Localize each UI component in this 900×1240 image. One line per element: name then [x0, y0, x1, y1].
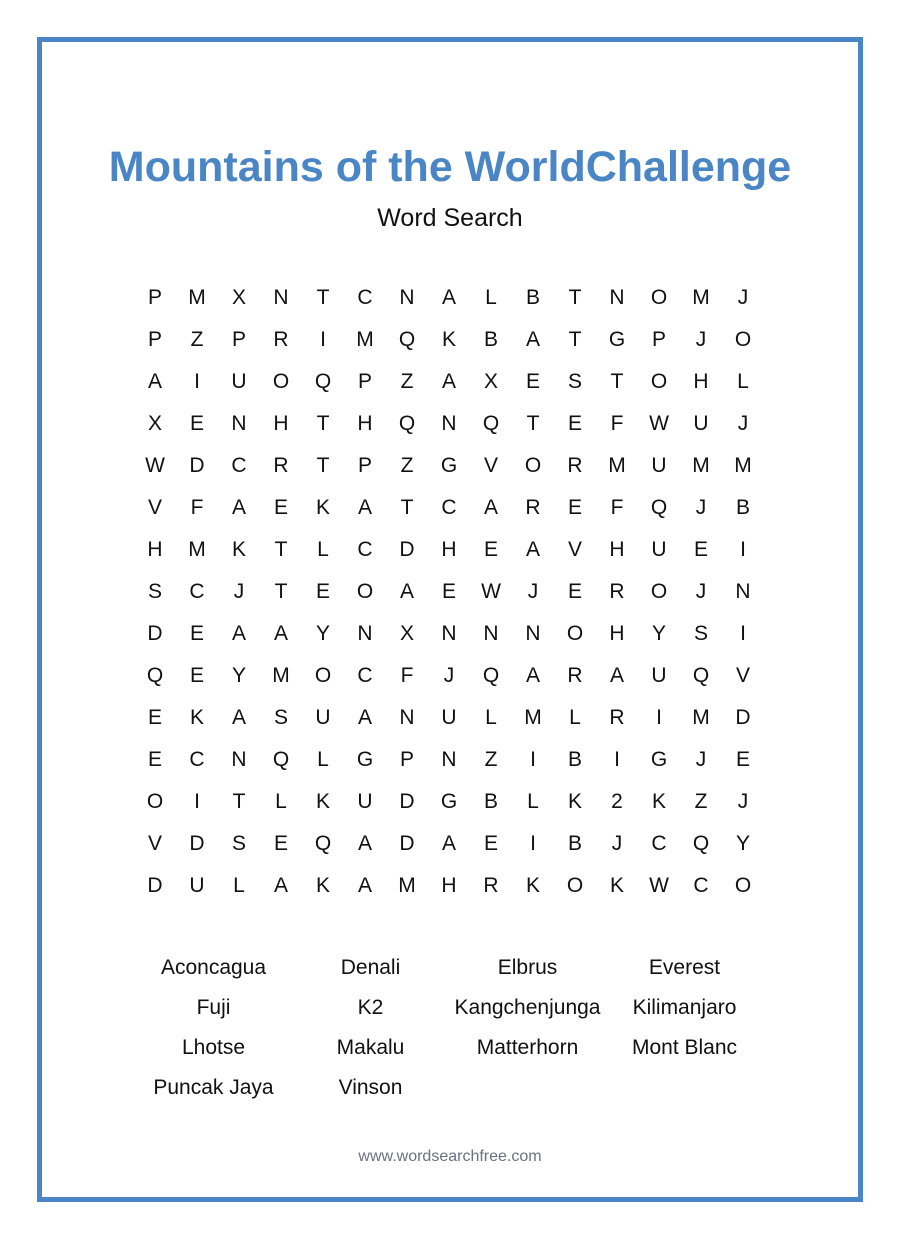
grid-cell[interactable]: A	[525, 538, 540, 561]
grid-cell[interactable]: S	[147, 580, 162, 603]
grid-cell[interactable]: L	[233, 874, 245, 897]
grid-cell[interactable]: U	[651, 538, 667, 561]
grid-cell[interactable]: E	[567, 496, 582, 519]
grid-cell[interactable]: Q	[692, 664, 710, 687]
grid-cell[interactable]: P	[357, 370, 372, 393]
grid-cell[interactable]: F	[190, 496, 204, 519]
grid-cell[interactable]: S	[231, 832, 246, 855]
grid-cell[interactable]: A	[441, 286, 456, 309]
grid-cell[interactable]: O	[734, 328, 752, 351]
grid-cell[interactable]: X	[483, 370, 498, 393]
grid-cell[interactable]: N	[399, 706, 415, 729]
grid-cell[interactable]: O	[524, 454, 542, 477]
grid-cell[interactable]: H	[693, 370, 709, 393]
grid-cell[interactable]: P	[651, 328, 666, 351]
grid-cell[interactable]: R	[567, 664, 583, 687]
grid-cell[interactable]: D	[399, 790, 415, 813]
word-list-item: Vinson	[338, 1076, 403, 1099]
grid-cell[interactable]: A	[399, 580, 414, 603]
footer-url[interactable]: www.wordsearchfree.com	[358, 1148, 542, 1165]
grid-cell[interactable]: H	[609, 538, 625, 561]
grid-cell[interactable]: K	[231, 538, 246, 561]
grid-cell[interactable]: C	[441, 496, 457, 519]
grid-cell[interactable]: R	[273, 454, 289, 477]
grid-cell[interactable]: B	[525, 286, 540, 309]
grid-cell[interactable]: K	[315, 874, 330, 897]
grid-cell[interactable]: R	[525, 496, 541, 519]
grid-cell[interactable]: D	[399, 538, 415, 561]
grid-cell[interactable]: E	[315, 580, 330, 603]
grid-cell[interactable]: X	[231, 286, 246, 309]
grid-cell[interactable]: T	[526, 412, 540, 435]
grid-cell[interactable]: T	[316, 286, 330, 309]
grid-cell[interactable]: A	[483, 496, 498, 519]
grid-cell[interactable]: D	[735, 706, 751, 729]
grid-cell[interactable]: G	[608, 328, 626, 351]
grid-cell[interactable]: K	[525, 874, 540, 897]
grid-cell[interactable]: U	[315, 706, 331, 729]
grid-cell[interactable]: M	[734, 454, 752, 477]
grid-cell[interactable]: N	[609, 286, 625, 309]
grid-cell[interactable]: F	[610, 412, 624, 435]
grid-cell[interactable]: J	[737, 412, 749, 435]
grid-cell[interactable]: E	[189, 622, 204, 645]
grid-cell[interactable]: E	[189, 664, 204, 687]
grid-cell[interactable]: M	[188, 538, 206, 561]
word-list-item: Puncak Jaya	[153, 1076, 274, 1099]
grid-cell[interactable]: C	[651, 832, 667, 855]
grid-cell[interactable]: C	[693, 874, 709, 897]
grid-cell[interactable]: A	[525, 664, 540, 687]
grid-cell[interactable]: C	[189, 748, 205, 771]
grid-cell[interactable]: J	[695, 496, 707, 519]
grid-cell[interactable]: I	[320, 328, 326, 351]
grid-cell[interactable]: A	[609, 664, 624, 687]
grid-cell[interactable]: K	[315, 496, 330, 519]
grid-cell[interactable]: W	[145, 454, 165, 477]
grid-cell[interactable]: G	[440, 454, 458, 477]
grid-cell[interactable]: L	[275, 790, 287, 813]
grid-cell[interactable]: D	[147, 874, 163, 897]
grid-cell[interactable]: P	[231, 328, 246, 351]
grid-cell[interactable]: F	[610, 496, 624, 519]
grid-cell[interactable]: N	[483, 622, 499, 645]
grid-cell[interactable]: G	[650, 748, 668, 771]
grid-cell[interactable]: B	[483, 328, 498, 351]
word-list-item: Lhotse	[181, 1036, 246, 1059]
grid-cell[interactable]: Y	[315, 622, 330, 645]
grid-cell[interactable]: Z	[400, 370, 414, 393]
grid-cell[interactable]: T	[400, 496, 414, 519]
grid-cell[interactable]: Q	[398, 328, 416, 351]
grid-cell[interactable]: T	[568, 286, 582, 309]
grid-cell[interactable]: W	[649, 874, 669, 897]
grid-cell[interactable]: W	[481, 580, 501, 603]
grid-cell[interactable]: D	[189, 832, 205, 855]
grid-cell[interactable]: A	[147, 370, 162, 393]
grid-cell[interactable]: M	[524, 706, 542, 729]
grid-cell[interactable]: M	[356, 328, 374, 351]
grid-cell[interactable]: V	[147, 496, 162, 519]
grid-cell[interactable]: O	[566, 622, 584, 645]
grid-cell[interactable]: Y	[231, 664, 246, 687]
grid-cell[interactable]: I	[614, 748, 620, 771]
grid-cell[interactable]: R	[273, 328, 289, 351]
grid-cell[interactable]: P	[357, 454, 372, 477]
grid-cell[interactable]: N	[735, 580, 751, 603]
grid-cell[interactable]: O	[734, 874, 752, 897]
grid-cell[interactable]: U	[441, 706, 457, 729]
grid-cell[interactable]: A	[231, 706, 246, 729]
grid-cell[interactable]: O	[566, 874, 584, 897]
grid-cell[interactable]: Y	[651, 622, 666, 645]
grid-cell[interactable]: P	[147, 286, 162, 309]
grid-cell[interactable]: M	[692, 286, 710, 309]
grid-cell[interactable]: J	[443, 664, 455, 687]
grid-cell[interactable]: E	[147, 706, 162, 729]
grid-cell[interactable]: Q	[398, 412, 416, 435]
grid-cell[interactable]: H	[441, 538, 457, 561]
grid-cell[interactable]: J	[611, 832, 623, 855]
word-list-item: Kangchenjunga	[454, 996, 601, 1019]
grid-cell[interactable]: V	[483, 454, 498, 477]
grid-cell[interactable]: Z	[400, 454, 414, 477]
grid-cell[interactable]: E	[735, 748, 750, 771]
grid-cell[interactable]: B	[567, 832, 582, 855]
grid-cell[interactable]: T	[568, 328, 582, 351]
grid-cell[interactable]: K	[315, 790, 330, 813]
grid-cell[interactable]: K	[651, 790, 666, 813]
grid-cell[interactable]: H	[609, 622, 625, 645]
grid-cell[interactable]: Z	[694, 790, 708, 813]
word-list-item: Everest	[648, 956, 721, 979]
grid-cell[interactable]: L	[485, 286, 497, 309]
grid-cell[interactable]: S	[567, 370, 582, 393]
puzzle-subtitle: Word Search	[377, 204, 523, 232]
word-list-item: Matterhorn	[476, 1036, 579, 1059]
grid-cell[interactable]: A	[357, 874, 372, 897]
grid-cell[interactable]: E	[525, 370, 540, 393]
grid-cell[interactable]: J	[695, 580, 707, 603]
grid-cell[interactable]: C	[357, 286, 373, 309]
grid-cell[interactable]: R	[609, 706, 625, 729]
grid-cell[interactable]: N	[273, 286, 289, 309]
grid-cell[interactable]: O	[650, 370, 668, 393]
word-list-item: Mont Blanc	[631, 1036, 738, 1059]
grid-cell[interactable]: S	[693, 622, 708, 645]
grid-cell[interactable]: T	[274, 580, 288, 603]
grid-cell[interactable]: B	[735, 496, 750, 519]
grid-cell[interactable]: J	[737, 790, 749, 813]
grid-cell[interactable]: A	[357, 832, 372, 855]
grid-cell[interactable]: E	[273, 496, 288, 519]
grid-cell[interactable]: Q	[146, 664, 164, 687]
grid-cell[interactable]: K	[609, 874, 624, 897]
word-list-item: Elbrus	[497, 956, 558, 979]
word-list-item: Aconcagua	[160, 956, 267, 979]
grid-cell[interactable]: I	[194, 790, 200, 813]
grid-cell[interactable]: L	[569, 706, 581, 729]
grid-cell[interactable]: H	[441, 874, 457, 897]
grid-cell[interactable]: T	[232, 790, 246, 813]
grid-cell[interactable]: F	[400, 664, 414, 687]
grid-cell[interactable]: J	[233, 580, 245, 603]
grid-cell[interactable]: T	[316, 454, 330, 477]
grid-cell[interactable]: A	[441, 832, 456, 855]
grid-cell[interactable]: N	[441, 412, 457, 435]
grid-cell[interactable]: A	[231, 496, 246, 519]
grid-cell[interactable]: C	[189, 580, 205, 603]
grid-cell[interactable]: N	[441, 622, 457, 645]
grid-cell[interactable]: L	[527, 790, 539, 813]
grid-cell[interactable]: E	[567, 412, 582, 435]
grid-cell[interactable]: K	[189, 706, 204, 729]
grid-cell[interactable]: M	[398, 874, 416, 897]
grid-cell[interactable]: V	[567, 538, 582, 561]
grid-cell[interactable]: Q	[482, 664, 500, 687]
grid-cell[interactable]: L	[317, 538, 329, 561]
grid-cell[interactable]: O	[146, 790, 164, 813]
grid-cell[interactable]: N	[357, 622, 373, 645]
word-list-item: K2	[357, 996, 384, 1019]
grid-cell[interactable]: 2	[611, 790, 623, 813]
grid-cell[interactable]: L	[737, 370, 749, 393]
grid-cell[interactable]: E	[483, 538, 498, 561]
grid-cell[interactable]: Q	[650, 496, 668, 519]
word-list	[135, 948, 763, 1108]
grid-cell[interactable]: A	[231, 622, 246, 645]
grid-cell[interactable]: D	[189, 454, 205, 477]
word-list-item: Makalu	[336, 1036, 405, 1059]
grid-cell[interactable]: L	[485, 706, 497, 729]
grid-cell[interactable]: A	[273, 622, 288, 645]
grid-cell[interactable]: Q	[314, 370, 332, 393]
grid-cell[interactable]: K	[441, 328, 456, 351]
grid-cell[interactable]: M	[272, 664, 290, 687]
grid-cell[interactable]: R	[483, 874, 499, 897]
grid-cell[interactable]: A	[357, 706, 372, 729]
grid-cell[interactable]: O	[356, 580, 374, 603]
grid-cell[interactable]: J	[695, 328, 707, 351]
grid-cell[interactable]: N	[231, 412, 247, 435]
grid-cell[interactable]: X	[399, 622, 414, 645]
grid-cell[interactable]: P	[147, 328, 162, 351]
grid-cell[interactable]: A	[441, 370, 456, 393]
grid-cell[interactable]: G	[440, 790, 458, 813]
grid-cell[interactable]: D	[399, 832, 415, 855]
grid-cell[interactable]: N	[231, 748, 247, 771]
grid-cell[interactable]: J	[527, 580, 539, 603]
grid-cell[interactable]: U	[189, 874, 205, 897]
grid-cell[interactable]: V	[735, 664, 750, 687]
grid-cell[interactable]: S	[273, 706, 288, 729]
grid-cell[interactable]: Q	[692, 832, 710, 855]
grid-cell[interactable]: O	[650, 286, 668, 309]
grid-cell[interactable]: C	[357, 538, 373, 561]
grid-cell[interactable]: Q	[482, 412, 500, 435]
grid-cell[interactable]: N	[399, 286, 415, 309]
grid-cell[interactable]: A	[273, 874, 288, 897]
grid-cell[interactable]: A	[357, 496, 372, 519]
grid-cell[interactable]: R	[609, 580, 625, 603]
grid-cell[interactable]: I	[740, 622, 746, 645]
grid-cell[interactable]: M	[608, 454, 626, 477]
grid-cell[interactable]: M	[692, 706, 710, 729]
grid-cell[interactable]: W	[649, 412, 669, 435]
grid-cell[interactable]: K	[567, 790, 582, 813]
grid-cell[interactable]: E	[147, 748, 162, 771]
grid-cell[interactable]: X	[147, 412, 162, 435]
grid-cell[interactable]: U	[231, 370, 247, 393]
grid-cell[interactable]: Y	[735, 832, 750, 855]
grid-cell[interactable]: H	[273, 412, 289, 435]
grid-cell[interactable]: B	[567, 748, 582, 771]
word-list-item: Fuji	[196, 996, 231, 1019]
grid-cell[interactable]: E	[693, 538, 708, 561]
grid-cell[interactable]: E	[273, 832, 288, 855]
grid-cell[interactable]: B	[483, 790, 498, 813]
grid-cell[interactable]: O	[314, 664, 332, 687]
letter-grid	[134, 277, 764, 907]
grid-cell[interactable]: I	[194, 370, 200, 393]
grid-cell[interactable]: L	[317, 748, 329, 771]
grid-cell[interactable]: U	[357, 790, 373, 813]
grid-cell[interactable]: I	[530, 748, 536, 771]
grid-cell[interactable]: E	[441, 580, 456, 603]
grid-cell[interactable]: C	[231, 454, 247, 477]
grid-cell[interactable]: H	[357, 412, 373, 435]
grid-cell[interactable]: U	[693, 412, 709, 435]
grid-cell[interactable]: U	[651, 664, 667, 687]
grid-cell[interactable]: Q	[314, 832, 332, 855]
grid-cell[interactable]: O	[650, 580, 668, 603]
grid-cell[interactable]: H	[147, 538, 163, 561]
puzzle-title: Mountains of the WorldChallenge	[108, 143, 792, 191]
grid-cell[interactable]: M	[188, 286, 206, 309]
grid-cell[interactable]: N	[525, 622, 541, 645]
grid-cell[interactable]: J	[695, 748, 707, 771]
word-list-item: Denali	[340, 956, 401, 979]
grid-cell[interactable]: U	[651, 454, 667, 477]
grid-cell[interactable]: E	[567, 580, 582, 603]
grid-cell[interactable]: N	[441, 748, 457, 771]
grid-cell[interactable]: A	[525, 328, 540, 351]
grid-cell[interactable]: I	[656, 706, 662, 729]
grid-cell[interactable]: O	[272, 370, 290, 393]
grid-cell[interactable]: T	[274, 538, 288, 561]
grid-cell[interactable]: R	[567, 454, 583, 477]
grid-cell[interactable]: Z	[484, 748, 498, 771]
grid-cell[interactable]: J	[737, 286, 749, 309]
grid-cell[interactable]: Z	[190, 328, 204, 351]
grid-cell[interactable]: G	[356, 748, 374, 771]
grid-cell[interactable]: P	[399, 748, 414, 771]
grid-cell[interactable]: D	[147, 622, 163, 645]
grid-cell[interactable]: T	[610, 370, 624, 393]
word-list-item: Kilimanjaro	[632, 996, 737, 1019]
grid-cell[interactable]: T	[316, 412, 330, 435]
grid-cell[interactable]: C	[357, 664, 373, 687]
grid-cell[interactable]: V	[147, 832, 162, 855]
grid-cell[interactable]: E	[189, 412, 204, 435]
grid-cell[interactable]: I	[530, 832, 536, 855]
grid-cell[interactable]: M	[692, 454, 710, 477]
grid-cell[interactable]: E	[483, 832, 498, 855]
grid-cell[interactable]: I	[740, 538, 746, 561]
grid-cell[interactable]: Q	[272, 748, 290, 771]
